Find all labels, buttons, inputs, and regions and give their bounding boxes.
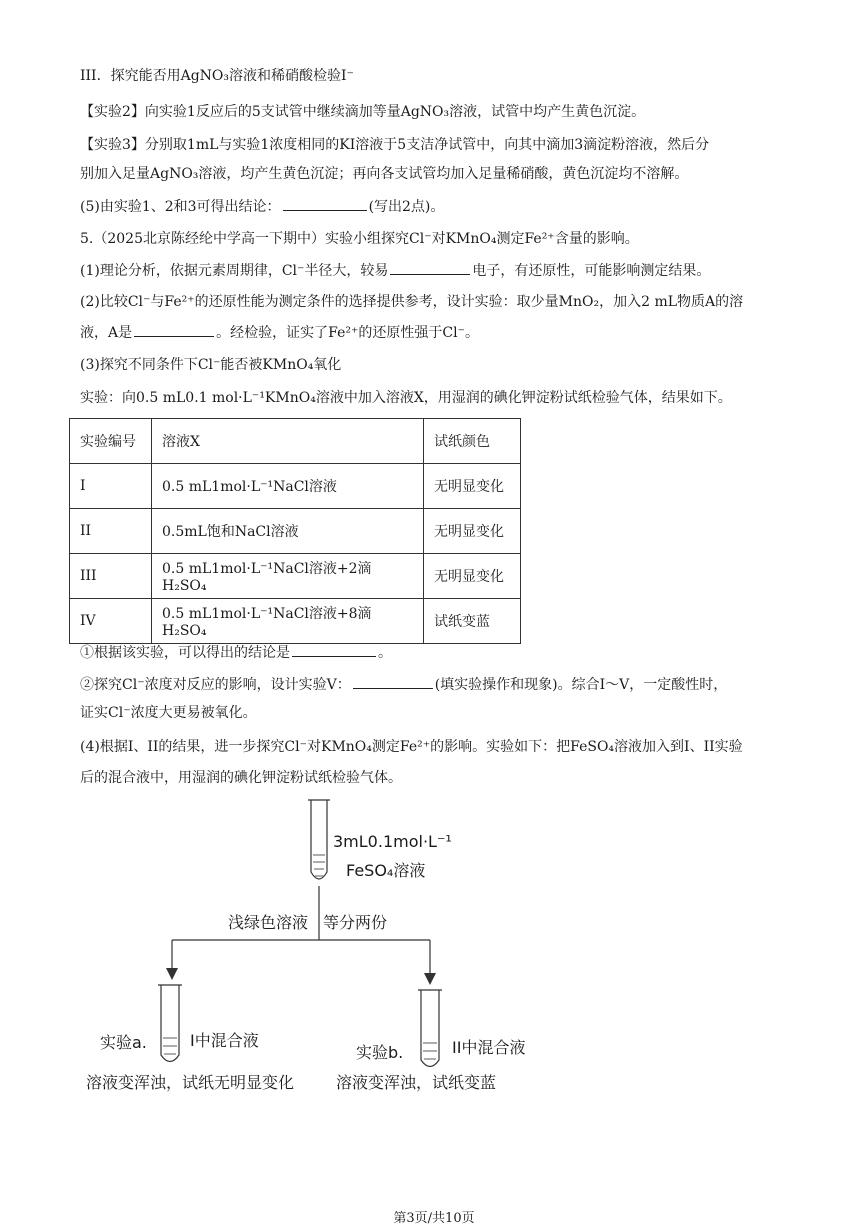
table-cell: I <box>70 464 152 509</box>
c2-blank <box>353 674 433 689</box>
c1-blank <box>292 642 376 657</box>
table-header: 实验编号 <box>70 419 152 464</box>
q5-after: (写出2点)。 <box>368 199 445 215</box>
table-row <box>70 599 521 644</box>
split-left-label: 浅绿色溶液 <box>228 913 309 932</box>
table-cell: 0.5 mL1mol·L⁻¹NaCl溶液+2滴H₂SO₄ <box>152 554 424 599</box>
p4-line2: 后的混合液中，用湿润的碘化钾淀粉试纸检验气体。 <box>80 770 402 786</box>
arrow-left <box>166 968 178 980</box>
split-lines <box>172 886 430 980</box>
exp-b-result: 溶液变浑浊，试纸变蓝 <box>336 1073 497 1092</box>
table-cell: 0.5 mL1mol·L⁻¹NaCl溶液 <box>152 464 424 509</box>
table-cell: 无明显变化 <box>424 554 521 599</box>
top-concentration-label: 3mL0.1mol·L⁻¹ <box>333 832 452 851</box>
table-row <box>70 509 521 554</box>
exp3-line1: 【实验3】分别取1mL与实验1浓度相同的KI溶液于5支洁净试管中，向其中滴加3滴淀粉溶液，然后分 <box>80 137 710 153</box>
p3-desc: 实验：向0.5 mL0.1 mol·L⁻¹KMnO₄溶液中加入溶液X，用湿润的碘化钾淀粉试纸检验气体，结果如下。 <box>80 390 732 406</box>
table-row <box>70 554 521 599</box>
q5-question <box>80 196 444 217</box>
q5-blank <box>283 196 367 211</box>
p2-after: 。经检验，证实了Fe²⁺的还原性强于Cl⁻。 <box>216 325 479 341</box>
p1-before: (1)理论分析，依据元素周期律，Cl⁻半径大，较易 <box>80 263 389 279</box>
c1-question <box>80 642 392 663</box>
test-tube-top <box>308 800 330 879</box>
p1-after: 电子，有还原性，可能影响测定结果。 <box>472 263 711 279</box>
c2-question <box>80 674 727 695</box>
q3-heading: III．探究能否用AgNO₃溶液和稀硝酸检验I⁻ <box>80 68 354 84</box>
table-cell: 无明显变化 <box>424 509 521 554</box>
p2-blank <box>134 322 214 337</box>
table-cell: 试纸变蓝 <box>424 599 521 644</box>
table-cell: 0.5mL饱和NaCl溶液 <box>152 509 424 554</box>
table-header: 试纸颜色 <box>424 419 521 464</box>
c1-before: ①根据该实验，可以得出的结论是 <box>80 645 290 661</box>
experiment-table <box>69 418 521 644</box>
table-row <box>70 464 521 509</box>
table-cell: III <box>70 554 152 599</box>
exp-a-result: 溶液变浑浊，试纸无明显变化 <box>86 1073 295 1092</box>
p1-question <box>80 260 710 281</box>
c1-after: 。 <box>378 645 392 661</box>
p2-before: 液，A是 <box>80 325 133 341</box>
p4-line1: (4)根据I、II的结果，进一步探究Cl⁻对KMnO₄测定Fe²⁺的影响。实验如下：把FeSO₄溶液加入到I、II实验 <box>80 739 743 755</box>
test-tube-a <box>158 985 182 1062</box>
q5-before: (5)由实验1、2和3可得出结论： <box>80 199 281 215</box>
exp-a-tube-label: I中混合液 <box>190 1031 259 1050</box>
table-cell: 无明显变化 <box>424 464 521 509</box>
p3-title: (3)探究不同条件下Cl⁻能否被KMnO₄氧化 <box>80 357 342 373</box>
page-footer: 第3页/共10页 <box>393 1211 475 1226</box>
top-solution-label: FeSO₄溶液 <box>346 861 426 880</box>
p1-blank <box>390 260 470 275</box>
c2-line2: 证实Cl⁻浓度大更易被氧化。 <box>80 705 257 721</box>
exp-b-tube-label: II中混合液 <box>452 1038 526 1057</box>
exp-a-label: 实验a. <box>100 1033 147 1052</box>
problem5-intro: 5.（2025北京陈经纶中学高一下期中）实验小组探究Cl⁻对KMnO₄测定Fe²⁺含量的影响。 <box>80 231 639 247</box>
split-right-label: 等分两份 <box>323 913 388 932</box>
p2-line2 <box>80 322 479 343</box>
exp3-line2: 别加入足量AgNO₃溶液，均产生黄色沉淀；再向各支试管均加入足量稀硝酸，黄色沉淀均不溶解。 <box>80 166 689 182</box>
table-cell: IV <box>70 599 152 644</box>
c2-after: (填实验操作和现象)。综合I～V，一定酸性时， <box>434 677 728 693</box>
arrow-right <box>424 973 436 985</box>
c2-before: ②探究Cl⁻浓度对反应的影响，设计实验V： <box>80 677 351 693</box>
table-header: 溶液X <box>152 419 424 464</box>
table-cell: 0.5 mL1mol·L⁻¹NaCl溶液+8滴H₂SO₄ <box>152 599 424 644</box>
table-cell: II <box>70 509 152 554</box>
test-tube-b <box>418 990 442 1067</box>
exp2-text: 【实验2】向实验1反应后的5支试管中继续滴加等量AgNO₃溶液，试管中均产生黄色沉淀。 <box>80 104 646 120</box>
exp-b-label: 实验b. <box>356 1043 404 1062</box>
table-header-row <box>70 419 521 464</box>
p2-line1: (2)比较Cl⁻与Fe²⁺的还原性能为测定条件的选择提供参考，设计实验：取少量MnO₂，加入2 mL物质A的溶 <box>80 294 744 310</box>
